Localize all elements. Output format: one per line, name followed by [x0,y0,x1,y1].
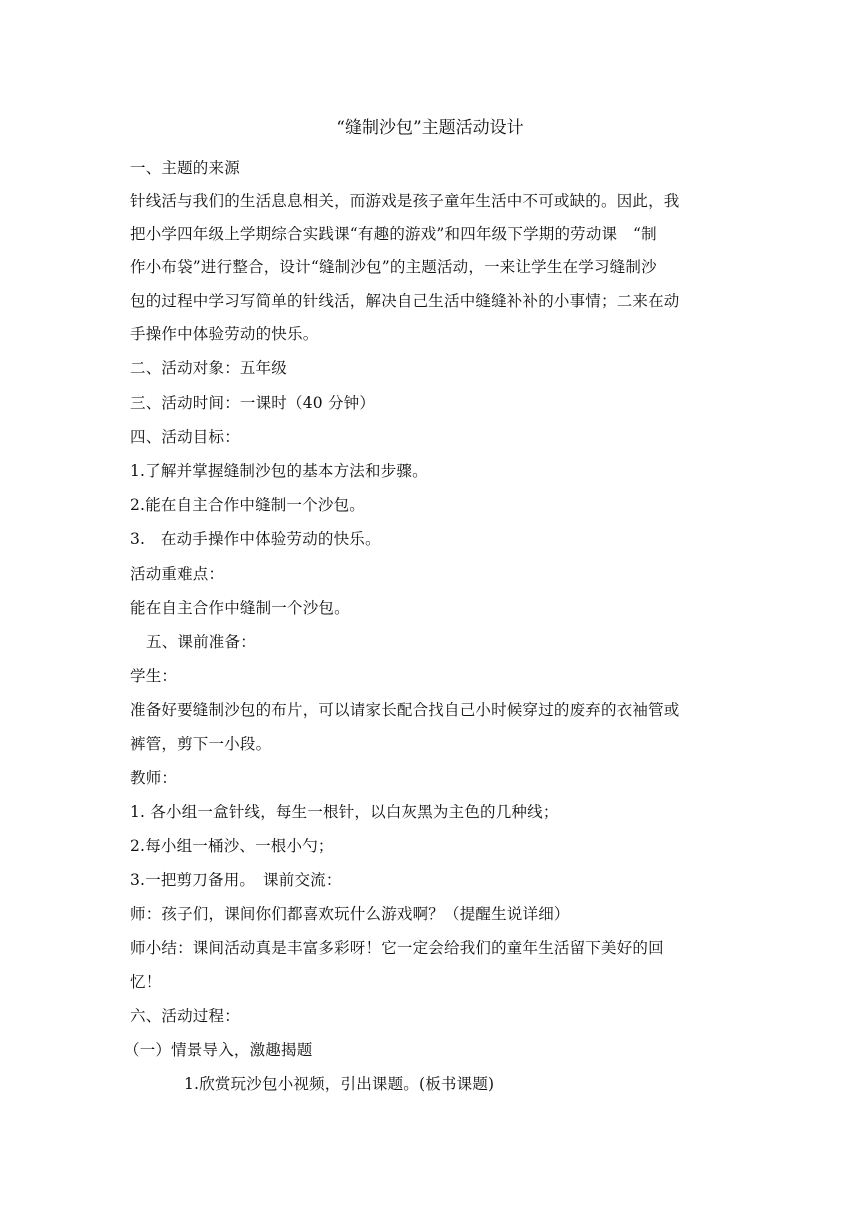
list-item: 3.一把剪刀备用。 课前交流： [130,871,342,889]
section-heading-time: 三、活动时间：一课时（40 分钟） [130,394,376,412]
section-heading-target: 二、活动对象：五年级 [130,359,288,377]
paragraph-line: 包的过程中学习写简单的针线活，解决自己生活中缝缝补补的小事情；二来在动 [130,292,680,310]
goal-item: 1.了解并掌握缝制沙包的基本方法和步骤。 [130,462,428,480]
list-item: 1.欣赏玩沙包小视频，引出课题。(板书课题) [184,1075,495,1093]
goal-item: 2.能在自主合作中缝制一个沙包。 [130,496,365,514]
subheading-key-points: 活动重难点： [130,565,225,583]
subheading-intro: （一）情景导入，激趣揭题 [124,1041,313,1059]
paragraph-line: 针线活与我们的生活息息相关，而游戏是孩子童年生活中不可或缺的。因此，我 [130,192,680,210]
paragraph-line: 裤管，剪下一小段。 [130,735,272,753]
paragraph-line: 把小学四年级上学期综合实践课“有趣的游戏”和四年级下学期的劳动课 “制 [130,225,657,243]
subheading-teacher: 教师： [130,769,178,787]
paragraph-line: 忆！ [130,973,162,991]
paragraph-line: 师：孩子们，课间你们都喜欢玩什么游戏啊？（提醒生说详细） [130,905,570,923]
list-item: 1. 各小组一盒针线，每生一根针，以白灰黑为主色的几种线； [130,803,559,821]
paragraph-line: 手操作中体验劳动的快乐。 [130,325,319,343]
paragraph-line: 准备好要缝制沙包的布片，可以请家长配合找自己小时候穿过的废弃的衣袖管或 [130,701,680,719]
list-item: 2.每小组一桶沙、一根小勺； [130,837,334,855]
paragraph-line: 能在自主合作中缝制一个沙包。 [130,599,350,617]
paragraph-line: 作小布袋”进行整合，设计“缝制沙包”的主题活动，一来让学生在学习缝制沙 [130,258,657,276]
section-heading-preparation: 五、课前准备： [146,633,256,651]
section-heading-source: 一、主题的来源 [130,159,240,177]
document-title: “缝制沙包”主题活动设计 [336,118,524,138]
section-heading-process: 六、活动过程： [130,1007,240,1025]
subheading-students: 学生： [130,667,178,685]
paragraph-line: 师小结：课间活动真是丰富多彩呀！它一定会给我们的童年生活留下美好的回 [130,939,664,957]
goal-item: 3. 在动手操作中体验劳动的快乐。 [130,530,381,548]
section-heading-goals: 四、活动目标： [130,428,240,446]
